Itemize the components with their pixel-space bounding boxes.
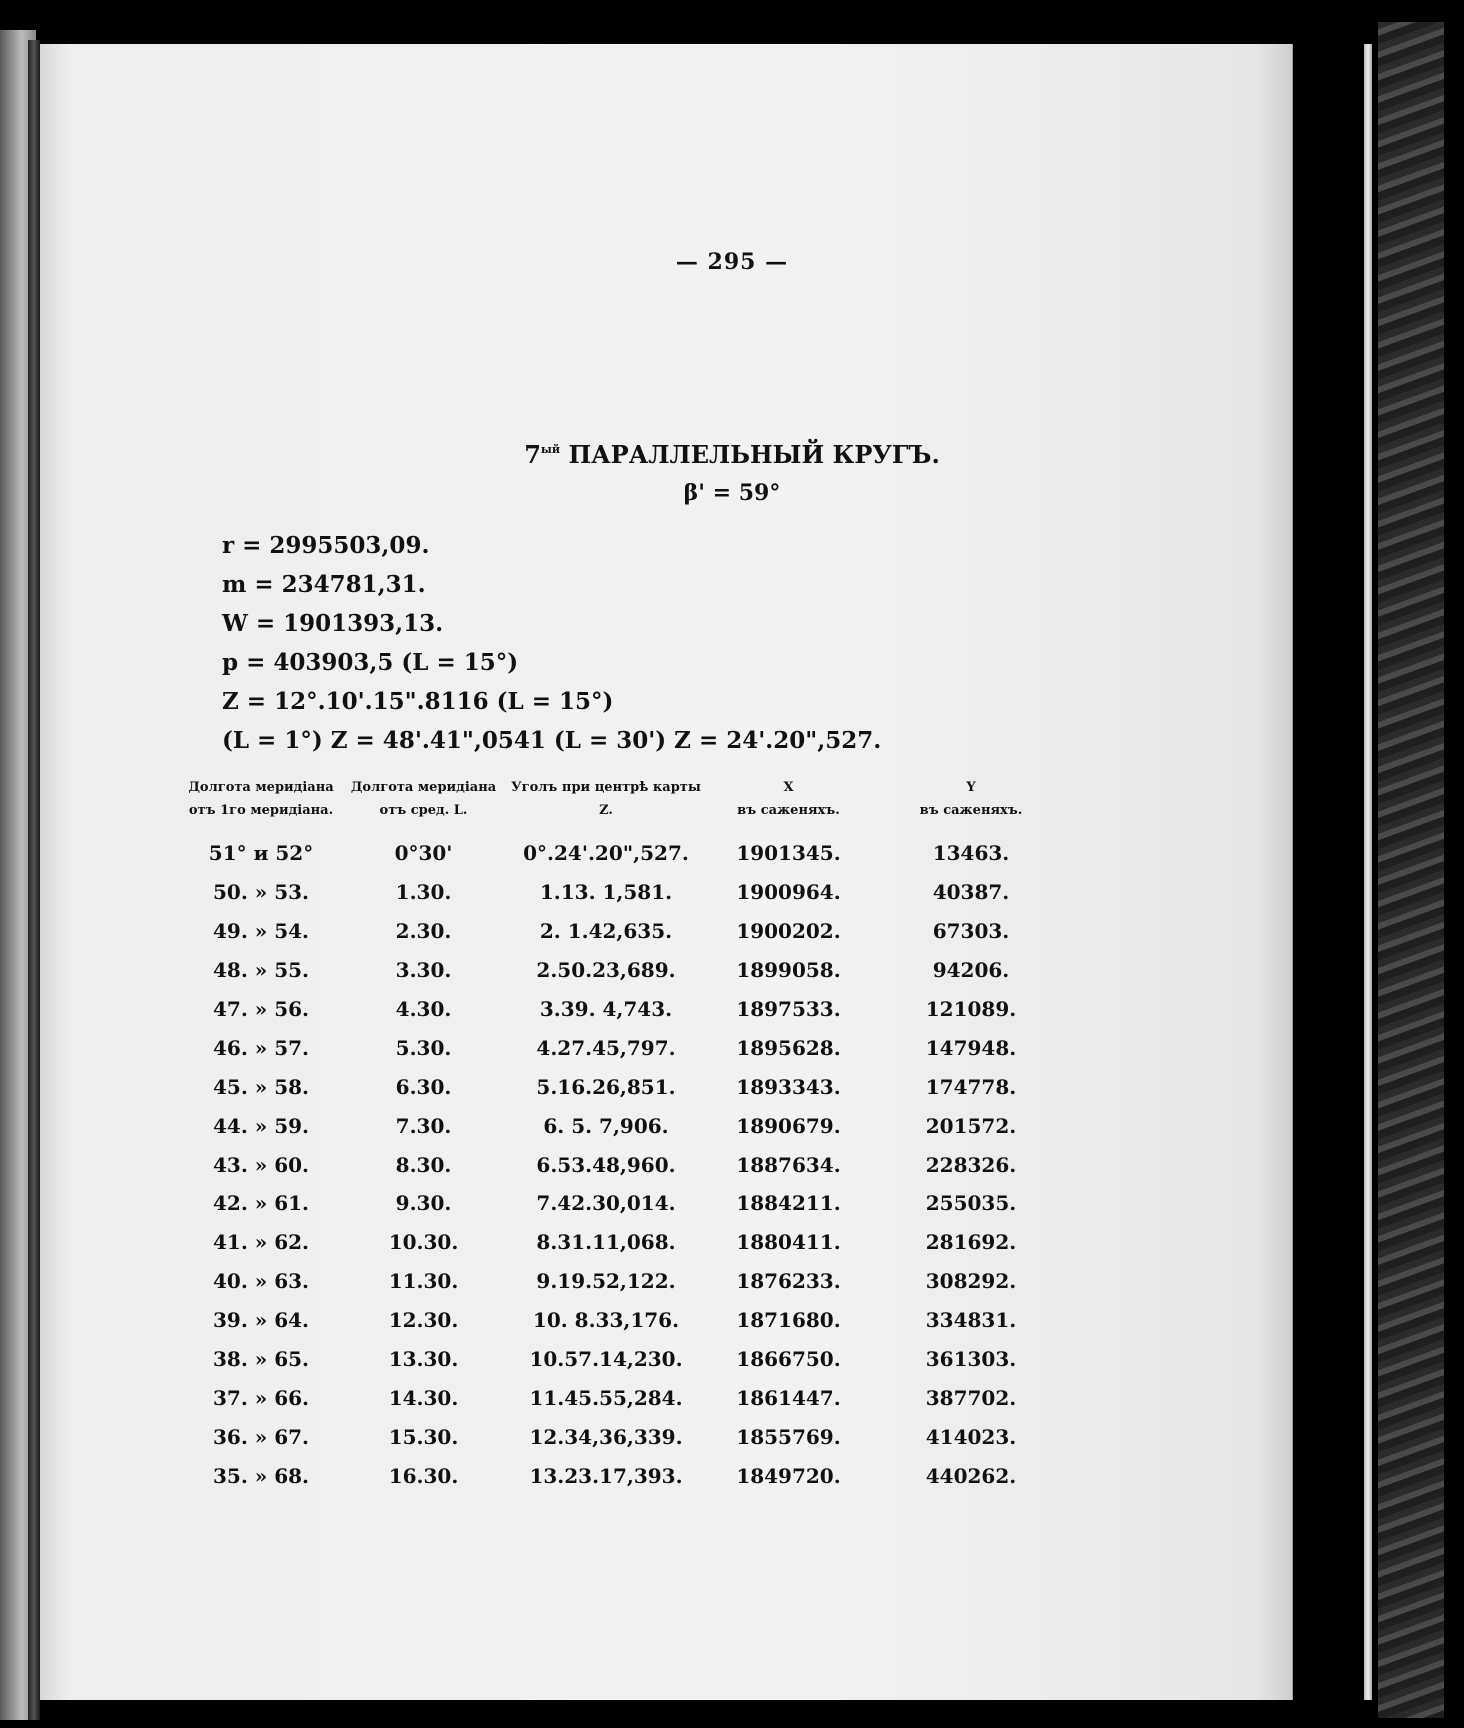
- table-cell: 5.30.: [395, 1035, 452, 1060]
- table-cell: 361303.: [925, 1347, 1017, 1372]
- table-row: [186, 1145, 1066, 1184]
- header-line: Z.: [599, 803, 613, 818]
- table-cell: 1901345.: [736, 841, 841, 866]
- table-cell: 7.30.: [395, 1113, 452, 1138]
- table-cell: 14.30.: [388, 1385, 459, 1410]
- header-line: Долгота меридiана: [350, 780, 497, 795]
- table-cell: 1871680.: [736, 1308, 841, 1333]
- table-cell: 8.31.11,068.: [536, 1230, 676, 1255]
- table-row: [186, 1067, 1066, 1106]
- table-cell: 9.19.52,122.: [536, 1269, 676, 1294]
- table-cell: 49. » 54.: [212, 919, 309, 944]
- table-cell: 13.23.17,393.: [529, 1463, 683, 1488]
- table-cell: 1855769.: [736, 1424, 841, 1449]
- table-cell: 1900964.: [736, 880, 841, 905]
- table-cell: 67303.: [932, 919, 1010, 944]
- table-cell: 38. » 65.: [212, 1347, 309, 1372]
- table-cell: 12.30.: [388, 1308, 459, 1333]
- table-cell: 10. 8.33,176.: [532, 1308, 680, 1333]
- book-spine: [28, 40, 40, 1720]
- heading-title: ПАРАЛЛЕЛЬНЫЙ КРУГЪ.: [568, 440, 940, 469]
- table-cell: 51° и 52°: [208, 841, 314, 866]
- column-header: [511, 776, 701, 834]
- table-row: [186, 834, 1066, 873]
- table-cell: 45. » 58.: [212, 1074, 309, 1099]
- table-cell: 39. » 64.: [212, 1308, 309, 1333]
- table-cell: 1849720.: [736, 1463, 841, 1488]
- table-cell: 42. » 61.: [212, 1191, 309, 1216]
- table-cell: 8.30.: [395, 1152, 452, 1177]
- table-cell: 13463.: [932, 841, 1010, 866]
- table-cell: 3.30.: [395, 958, 452, 983]
- table-cell: 4.30.: [395, 997, 452, 1021]
- heading-ordinal-suffix: ый: [540, 443, 561, 456]
- header-line: въ саженяхъ.: [919, 803, 1023, 818]
- table-cell: 46. » 57.: [212, 1035, 309, 1060]
- formula-r: r = 2995503,09.: [222, 532, 430, 559]
- header-line: X: [783, 780, 794, 795]
- formula-block: [222, 526, 881, 760]
- header-line: Уголъ при центрѣ карты: [511, 780, 701, 795]
- table-cell: 147948.: [925, 1035, 1017, 1060]
- table-cell: 1861447.: [736, 1385, 841, 1410]
- table-row: [186, 1223, 1066, 1262]
- table-cell: 1900202.: [736, 919, 841, 944]
- table-cell: 174778.: [925, 1074, 1017, 1099]
- table-cell: 281692.: [925, 1230, 1017, 1255]
- book-cover-edge: [1378, 22, 1444, 1718]
- table-cell: 440262.: [925, 1463, 1017, 1488]
- header-line: Y: [966, 780, 976, 795]
- table-row: [186, 1456, 1066, 1495]
- table-cell: 3.39. 4,743.: [539, 997, 673, 1021]
- table-cell: 47. » 56.: [212, 997, 309, 1021]
- table-cell: 9.30.: [395, 1191, 452, 1216]
- header-line: въ саженяхъ.: [737, 803, 840, 818]
- table-cell: 43. » 60.: [212, 1152, 309, 1177]
- table-cell: 228326.: [925, 1152, 1017, 1177]
- formula-w: W = 1901393,13.: [222, 610, 444, 637]
- coordinates-table: [186, 776, 1066, 1495]
- table-cell: 1.13. 1,581.: [539, 880, 673, 905]
- table-cell: 1897533.: [736, 997, 841, 1021]
- table-row: [186, 1106, 1066, 1145]
- table-cell: 308292.: [925, 1269, 1017, 1294]
- table-cell: 1890679.: [736, 1113, 841, 1138]
- formula-z: Z = 12°.10'.15".8116 (L = 15°): [222, 688, 614, 715]
- table-cell: 4.27.45,797.: [536, 1035, 676, 1060]
- table-cell: 15.30.: [388, 1424, 459, 1449]
- table-row: [186, 1340, 1066, 1379]
- table-cell: 255035.: [925, 1191, 1017, 1216]
- table-cell: 11.30.: [388, 1269, 459, 1294]
- header-line: отъ 1го меридiана.: [188, 803, 334, 818]
- table-cell: 12.34,36,339.: [529, 1424, 683, 1449]
- formula-m: m = 234781,31.: [222, 571, 426, 598]
- table-cell: 0°30': [394, 841, 453, 866]
- table-cell: 1884211.: [736, 1191, 841, 1216]
- formula-p: p = 403903,5 (L = 15°): [222, 649, 519, 676]
- table-cell: 1880411.: [736, 1230, 841, 1255]
- table-cell: 1899058.: [736, 958, 841, 983]
- table-cell: 94206.: [932, 958, 1010, 983]
- section-heading: [0, 440, 1464, 469]
- table-cell: 1876233.: [736, 1269, 841, 1294]
- table-header-row: [186, 776, 1066, 834]
- table-cell: 10.30.: [388, 1230, 459, 1255]
- table-cell: 2. 1.42,635.: [539, 919, 673, 944]
- section-subheading: β' = 59°: [683, 480, 781, 506]
- column-header: [876, 776, 1066, 834]
- header-line: отъ сред. L.: [379, 803, 468, 818]
- table-cell: 11.45.55,284.: [529, 1385, 683, 1410]
- column-header: [336, 776, 511, 834]
- table-cell: 5.16.26,851.: [536, 1074, 676, 1099]
- header-line: Долгота меридiана: [188, 780, 334, 795]
- table-cell: 2.30.: [395, 919, 452, 944]
- table-row: [186, 1417, 1066, 1456]
- table-cell: 1895628.: [736, 1035, 841, 1060]
- table-cell: 44. » 59.: [212, 1113, 309, 1138]
- column-header: [701, 776, 876, 834]
- table-row: [186, 990, 1066, 1029]
- table-cell: 1.30.: [395, 880, 452, 905]
- table-row: [186, 1378, 1066, 1417]
- table-cell: 0°.24'.20",527.: [523, 841, 689, 866]
- table-row: [186, 951, 1066, 990]
- formula-z-variants: (L = 1°) Z = 48'.41",0541 (L = 30') Z = 24'.20",527.: [222, 727, 882, 754]
- table-body: [186, 834, 1066, 1495]
- table-cell: 35. » 68.: [212, 1463, 309, 1488]
- table-cell: 36. » 67.: [212, 1424, 309, 1449]
- column-header: [186, 776, 336, 834]
- table-row: [186, 1028, 1066, 1067]
- table-cell: 1893343.: [736, 1074, 841, 1099]
- table-row: [186, 873, 1066, 912]
- table-cell: 121089.: [925, 997, 1017, 1021]
- table-cell: 387702.: [925, 1385, 1017, 1410]
- table-cell: 10.57.14,230.: [529, 1347, 683, 1372]
- table-cell: 41. » 62.: [212, 1230, 309, 1255]
- table-cell: 13.30.: [388, 1347, 459, 1372]
- table-cell: 6. 5. 7,906.: [543, 1113, 669, 1138]
- table-cell: 6.53.48,960.: [536, 1152, 676, 1177]
- table-cell: 48. » 55.: [212, 958, 309, 983]
- page-fore-edge: [1364, 44, 1372, 1700]
- table-cell: 6.30.: [395, 1074, 452, 1099]
- table-cell: 201572.: [925, 1113, 1017, 1138]
- table-row: [186, 912, 1066, 951]
- table-row: [186, 1262, 1066, 1301]
- table-cell: 7.42.30,014.: [536, 1191, 676, 1216]
- table-cell: 414023.: [925, 1424, 1017, 1449]
- table-cell: 2.50.23,689.: [536, 958, 676, 983]
- table-cell: 40387.: [932, 880, 1010, 905]
- table-row: [186, 1301, 1066, 1340]
- table-row: [186, 1184, 1066, 1223]
- page-number: — 295 —: [675, 249, 789, 275]
- table-cell: 334831.: [925, 1308, 1017, 1333]
- table-cell: 1866750.: [736, 1347, 841, 1372]
- table-cell: 37. » 66.: [212, 1385, 309, 1410]
- table-cell: 16.30.: [388, 1463, 459, 1488]
- table-cell: 50. » 53.: [212, 880, 309, 905]
- table-cell: 1887634.: [736, 1152, 841, 1177]
- table-cell: 40. » 63.: [212, 1269, 309, 1294]
- heading-ordinal: 7: [524, 440, 541, 469]
